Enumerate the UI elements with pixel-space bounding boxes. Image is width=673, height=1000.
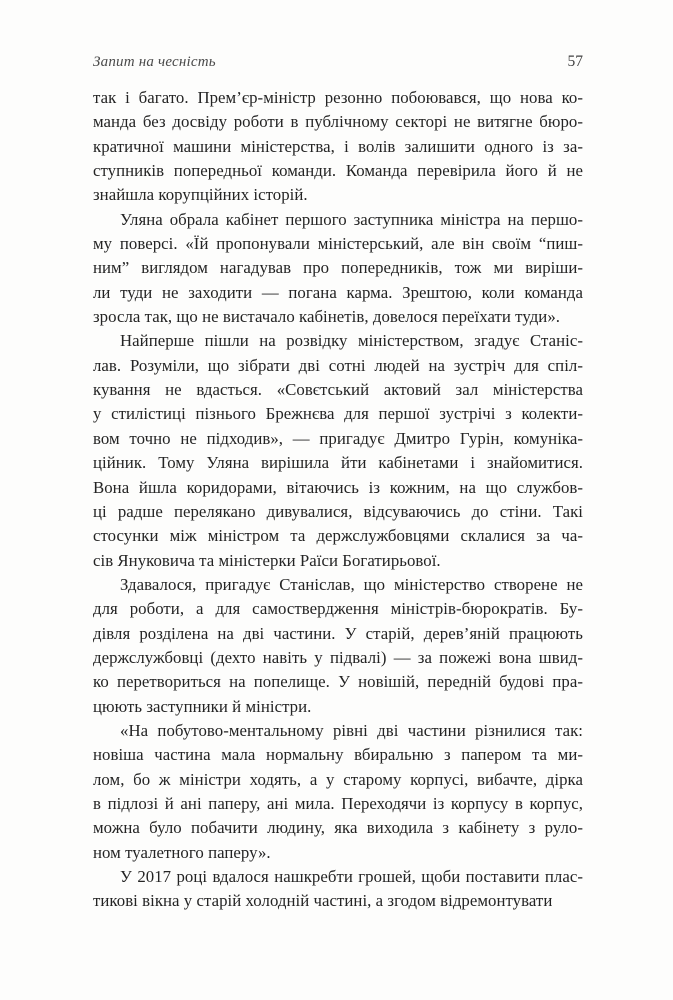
text-line: можна було побачити людину, яка виходила з кабінету з руло- (93, 818, 583, 838)
text-line: Уляна обрала кабінет першого заступника міністра на першо- (120, 209, 583, 229)
page-number: 57 (567, 53, 583, 70)
running-title: Запит на чесність (93, 54, 216, 70)
text-line: дівля розділена на дві частини. У старій, дерев’яній працюють (93, 623, 583, 643)
text-line: лав. Розуміли, що зібрати дві сотні людей на зустріч для спіл- (93, 355, 583, 375)
text-line: новіша частина мала нормальну вбиральню з папером та ми- (93, 745, 583, 765)
paragraph (93, 719, 583, 865)
text-line: Здавалося, пригадує Станіслав, що міністерство створене не (120, 574, 583, 594)
paragraph (93, 573, 583, 719)
text-line: ном туалетного паперу». (93, 842, 271, 862)
text-line: для роботи, а для самоствердження міністрів-бюрократів. Бу- (93, 599, 583, 619)
page-header (93, 53, 583, 71)
text-line: знайшла корупційних історій. (93, 185, 308, 205)
text-line: ко перетвориться на попелище. У новішій, передній будові пра- (93, 672, 583, 692)
text-line: стосунки між міністром та держслужбовцями склалися за ча- (93, 526, 583, 546)
text-line: кратичної машини міністерства, і волів залишити одного із за- (93, 136, 583, 156)
text-line: Вона йшла коридорами, вітаючись із кожним, на що службов- (93, 477, 583, 497)
text-line: держслужбовці (дехто навіть у підвалі) — за пожежі вона швид- (93, 647, 583, 667)
text-line: вом точно не підходив», — пригадує Дмитро Гурін, комуніка- (93, 428, 583, 448)
text-line: ступників попередньої команди. Команда перевірила його й не (93, 161, 583, 181)
text-line: Найперше пішли на розвідку міністерством, згадує Станіс- (120, 331, 583, 351)
text-line: зросла так, що не вистачало кабінетів, довелося переїхати туди». (93, 307, 561, 327)
text-line: лом, бо ж міністри ходять, а у старому корпусі, вибачте, дірка (93, 769, 583, 789)
paragraph (93, 329, 583, 572)
text-line: кування не вдасться. «Совєтський актовий зал міністерства (93, 380, 583, 400)
paragraph (93, 86, 583, 208)
paragraph (93, 865, 583, 914)
text-line: так і багато. Прем’єр-міністр резонно побоювався, що нова ко- (93, 88, 583, 107)
text-line: му поверсі. «Їй пропонували міністерський, але він своїм “пиш- (93, 234, 583, 254)
text-line: сів Януковича та міністерки Раїси Богатирьової. (93, 550, 441, 570)
text-line: тикові вікна у старій холодній частині, а згодом відремонтувати (93, 891, 553, 911)
text-line: У 2017 році вдалося нашкребти грошей, щоби поставити плас- (120, 867, 583, 886)
text-line: «На побутово-ментальному рівні дві частини різнилися так: (120, 720, 583, 740)
text-line: ці радше перелякано дивувалися, відсуваючись до стіни. Такі (93, 501, 583, 521)
text-line: цюють заступники й міністри. (93, 696, 312, 716)
text-line: у стилістиці пізнього Брежнєва для першої зустрічі з колекти- (93, 404, 583, 424)
text-line: ним” виглядом нагадував про попередників, тож ми виріши- (93, 258, 583, 278)
text-line: ли туди не заходити — погана карма. Зрештою, коли команда (93, 282, 583, 302)
paragraph (93, 208, 583, 330)
page-text (93, 86, 583, 914)
text-line: манда без досвіду роботи в публічному секторі не витягне бюро- (93, 112, 583, 132)
text-line: в підлозі й ані паперу, ані мила. Переходячи із корпусу в корпус, (93, 793, 583, 813)
text-line: ційник. Тому Уляна вирішила йти кабінетами і знайомитися. (93, 453, 583, 473)
